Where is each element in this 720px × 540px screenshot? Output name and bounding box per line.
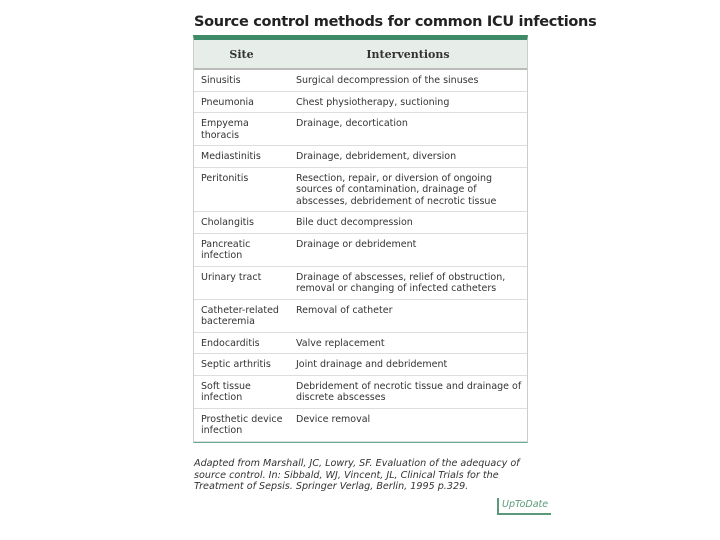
site-cell: Septic arthritis xyxy=(194,354,289,376)
site-cell: Prosthetic device infection xyxy=(194,408,289,441)
site-cell: Sinusitis xyxy=(194,69,289,91)
site-cell: Urinary tract xyxy=(194,266,289,299)
intervention-cell: Bile duct decompression xyxy=(289,212,527,234)
intervention-cell: Debridement of necrotic tissue and drainage of discrete abscesses xyxy=(289,375,527,408)
intervention-cell: Drainage of abscesses, relief of obstruction, removal or changing of infected catheters xyxy=(289,266,527,299)
intervention-cell: Drainage, debridement, diversion xyxy=(289,146,527,168)
intervention-cell: Resection, repair, or diversion of ongoing sources of contamination, drainage of abscesses, debridement of necrotic tissue xyxy=(289,167,527,212)
table-row xyxy=(194,167,527,212)
table-row xyxy=(194,299,527,332)
table-row xyxy=(194,113,527,146)
site-cell: Soft tissue infection xyxy=(194,375,289,408)
table-row xyxy=(194,146,527,168)
citation-note: Adapted from Marshall, JC, Lowry, SF. Evaluation of the adequacy of source control. In: Sibbald, WJ, Vincent, JL, Clinical Trials for the Treatment of Sepsis. Springer Verlag, Berlin, 1995 p.329. xyxy=(194,458,520,492)
intervention-cell: Drainage or debridement xyxy=(289,233,527,266)
site-cell: Mediastinitis xyxy=(194,146,289,168)
intervention-cell: Drainage, decortication xyxy=(289,113,527,146)
site-cell: Endocarditis xyxy=(194,332,289,354)
site-cell: Peritonitis xyxy=(194,167,289,212)
site-cell: Cholangitis xyxy=(194,212,289,234)
page-title: Source control methods for common ICU infections xyxy=(194,14,597,30)
table-row xyxy=(194,332,527,354)
site-cell: Pancreatic infection xyxy=(194,233,289,266)
uptodate-logo: UpToDate xyxy=(497,498,551,515)
intervention-cell: Device removal xyxy=(289,408,527,441)
table-row xyxy=(194,233,527,266)
intervention-cell: Valve replacement xyxy=(289,332,527,354)
table-row xyxy=(194,408,527,441)
intervention-cell: Removal of catheter xyxy=(289,299,527,332)
table-row xyxy=(194,212,527,234)
source-control-table xyxy=(193,35,528,443)
intervention-cell: Chest physiotherapy, suctioning xyxy=(289,91,527,113)
table-row xyxy=(194,266,527,299)
site-cell: Catheter-related bacteremia xyxy=(194,299,289,332)
site-cell: Pneumonia xyxy=(194,91,289,113)
table-row xyxy=(194,91,527,113)
header-interventions: Interventions xyxy=(289,40,527,69)
table-row xyxy=(194,69,527,91)
table-row xyxy=(194,354,527,376)
intervention-cell: Surgical decompression of the sinuses xyxy=(289,69,527,91)
intervention-cell: Joint drainage and debridement xyxy=(289,354,527,376)
table-row xyxy=(194,375,527,408)
header-site: Site xyxy=(194,40,289,69)
site-cell: Empyema thoracis xyxy=(194,113,289,146)
